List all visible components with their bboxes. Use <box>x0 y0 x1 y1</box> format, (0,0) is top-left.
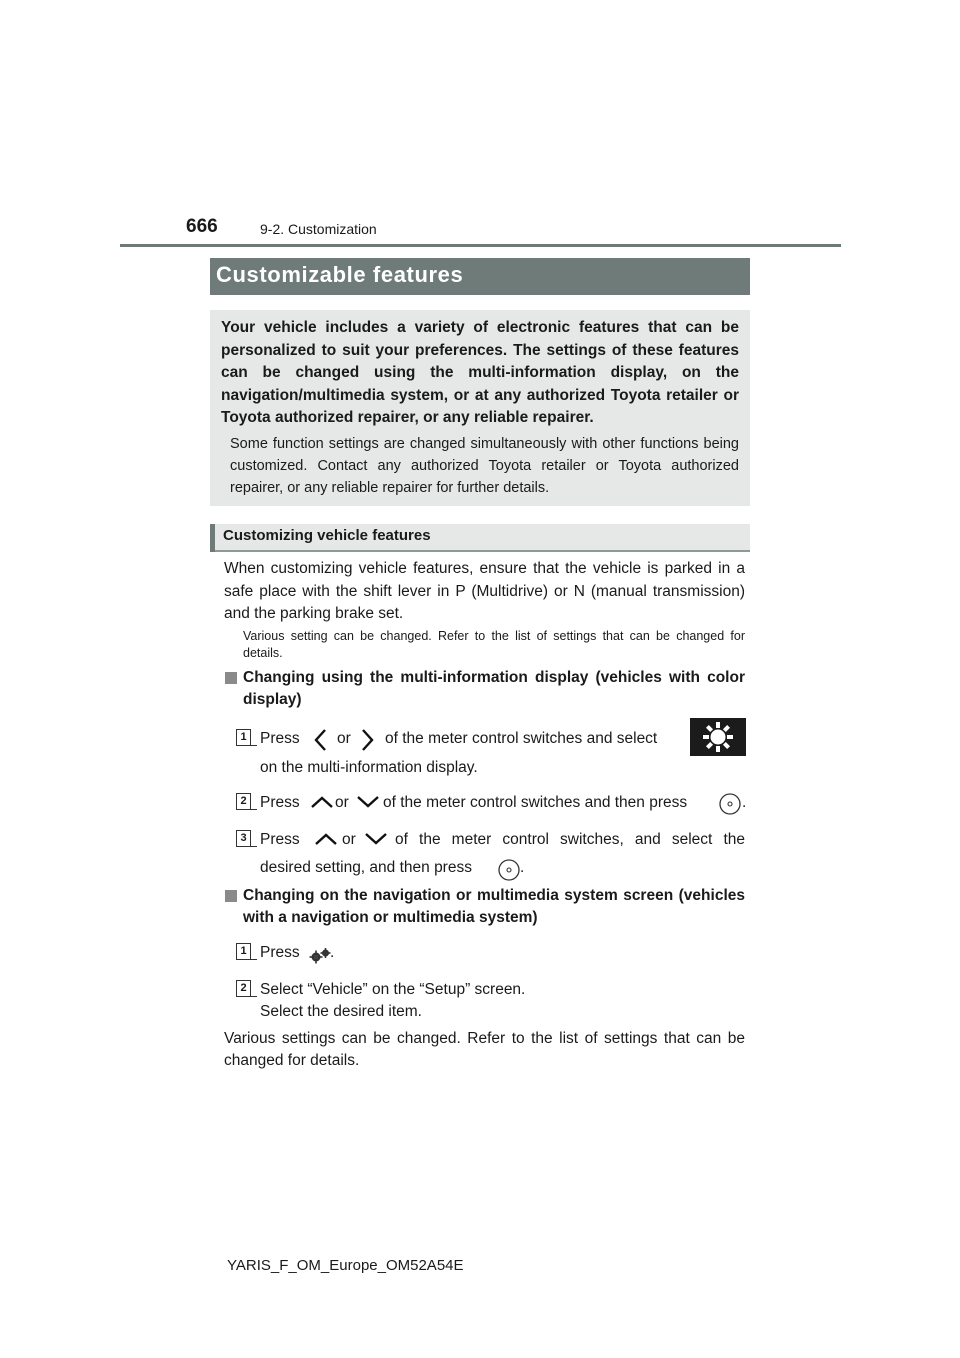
step2-press-text: Press <box>260 794 300 811</box>
subheading-band <box>210 524 750 552</box>
step-number-1: 1 <box>236 943 251 960</box>
page-title: Customizable features <box>216 262 464 287</box>
step3-or-text: or <box>342 831 356 848</box>
step2-end-text: . <box>742 794 747 811</box>
page-number: 666 <box>186 216 218 237</box>
header-rule <box>120 244 841 247</box>
step3-line2-text: desired setting, and then press <box>260 859 472 876</box>
nav-step2-line1-text: Select “Vehicle” on the “Setup” screen. <box>260 981 526 998</box>
step-number-2: 2 <box>236 793 251 810</box>
paragraph-settings-note: Various setting can be changed. Refer to the list of settings that can be changed for details. <box>243 629 745 660</box>
nav-step2-line2-text: Select the desired item. <box>260 1003 422 1020</box>
chevron-down-icon <box>356 795 380 809</box>
step1-line2-text: on the multi-information display. <box>260 759 478 776</box>
step3-end-text: . <box>520 859 525 876</box>
closing-paragraph: Various settings can be changed. Refer to the list of settings that can be changed for details. <box>224 1030 745 1069</box>
section-label: 9-2. Customization <box>260 221 377 237</box>
document-footer-code: YARIS_F_OM_Europe_OM52A54E <box>227 1257 464 1274</box>
bullet-square <box>225 672 237 684</box>
heading-navigation-system: Changing on the navigation or multimedia system screen (vehicles with a navigation or multimedia system) <box>243 887 745 926</box>
chevron-right-icon <box>361 728 375 752</box>
setup-gears-icon <box>308 947 332 965</box>
nav-step1-press-text: Press <box>260 944 300 961</box>
step-number-3: 3 <box>236 830 251 847</box>
intro-box <box>210 310 750 506</box>
subheading-bar <box>210 524 215 552</box>
step-number-1: 1 <box>236 729 251 746</box>
step1-rest-text: of the meter control switches and select <box>385 730 658 747</box>
step2-rest-text: of the meter control switches and then press <box>383 794 688 811</box>
chevron-up-icon <box>314 832 338 846</box>
chevron-up-icon <box>310 795 334 809</box>
step2-or-text: or <box>335 794 349 811</box>
step3-rest-text: of the meter control switches, and select the <box>395 831 745 848</box>
bullet-square <box>225 890 237 902</box>
subheading-text: Customizing vehicle features <box>223 527 431 544</box>
enter-button-icon <box>718 792 742 816</box>
step1-or-text: or <box>337 730 351 747</box>
paragraph-parking: When customizing vehicle features, ensure that the vehicle is parked in a safe place with the shift lever in P (Multidrive) or N (manual transmission) and the parking brake set. <box>224 560 745 622</box>
step1-press-text: Press <box>260 730 300 747</box>
chevron-left-icon <box>313 728 327 752</box>
settings-gear-icon <box>690 718 746 756</box>
chevron-down-icon <box>364 832 388 846</box>
step3-press-text: Press <box>260 831 300 848</box>
enter-button-icon <box>497 858 521 882</box>
heading-multi-info-display: Changing using the multi-information display (vehicles with color display) <box>243 669 745 708</box>
title-band <box>210 258 750 295</box>
intro-bold-text: Your vehicle includes a variety of electronic features that can be personalized to suit your preferences. The settings of these features can be changed using the multi-information display, on the navigation/multimedia system, or at any authorized Toyota retailer or Toyota authorized repairer, or any reliable repairer. <box>221 319 739 426</box>
intro-note-text: Some function settings are changed simultaneously with other functions being customized. Contact any authorized Toyota retailer or Toyota authorized repairer, or any reliable repairer for further details. <box>230 436 739 496</box>
step-number-2: 2 <box>236 980 251 997</box>
nav-step1-end-text: . <box>330 944 335 961</box>
